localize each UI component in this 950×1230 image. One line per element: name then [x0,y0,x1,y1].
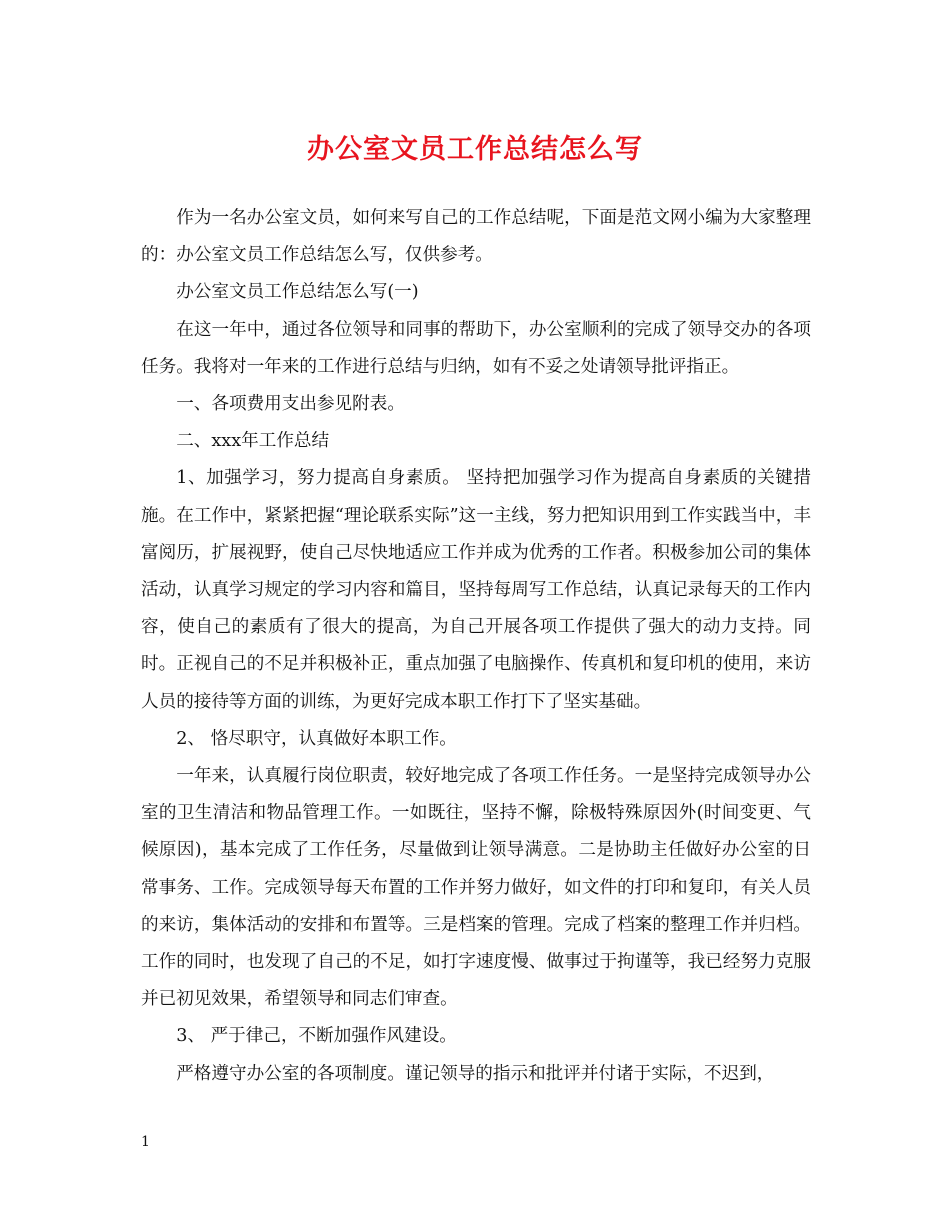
paragraph-item-two-body: 一年来，认真履行岗位职责，较好地完成了各项工作任务。一是坚持完成领导办公室的卫生清洁和物品管理工作。一如既往，坚持不懈，除极特殊原因外(时间变更、气候原因)，基本完成了工作任务，尽量做到让领导满意。二是协助主任做好办公室的日常事务、工作。完成领导每天布置的工作并努力做好，如文件的打印和复印，有关人员的来访，集体活动的安排和布置等。三是档案的管理。完成了档案的整理工作并归档。工作的同时，也发现了自己的不足，如打字速度慢、做事过于拘谨等，我已经努力克服并已初见效果，希望领导和同志们审查。 [141,766,811,1010]
paragraph-section-two: 二、xxx年工作总结 [176,431,330,452]
paragraph-subtitle: 办公室文员工作总结怎么写(一) [176,282,419,303]
document-body [141,200,811,1093]
paragraph-opening: 在这一年中，通过各位领导和同事的帮助下，办公室顺利的完成了领导交办的各项任务。我将对一年来的工作进行总结与归纳，如有不妥之处请领导批评指正。 [141,319,811,377]
document-title: 办公室文员工作总结怎么写 [307,134,643,165]
paragraph-item-three-heading: 3、 严于律己，不断加强作风建设。 [176,1026,457,1047]
paragraph-item-two-heading: 2、 恪尽职守，认真做好本职工作。 [176,728,457,749]
page-number: 1 [141,1134,150,1150]
paragraph-item-one: 1、加强学习，努力提高自身素质。 坚持把加强学习作为提高自身素质的关键措施。在工作中，紧紧把握“理论联系实际”这一主线，努力把知识用到工作实践当中，丰富阅历，扩展视野，使自己尽快地适应工作并成为优秀的工作者。积极参加公司的集体活动，认真学习规定的学习内容和篇目，坚持每周写工作总结，认真记录每天的工作内容，使自己的素质有了很大的提高，为自己开展各项工作提供了强大的动力支持。同时。正视自己的不足并积极补正，重点加强了电脑操作、传真机和复印机的使用，来访人员的接待等方面的训练，为更好完成本职工作打下了坚实基础。 [141,468,811,712]
paragraph-item-three-body: 严格遵守办公室的各项制度。谨记领导的指示和批评并付诸于实际，不迟到， [176,1063,775,1084]
paragraph-section-one: 一、各项费用支出参见附表。 [176,394,405,415]
paragraph-intro: 作为一名办公室文员，如何来写自己的工作总结呢，下面是范文网小编为大家整理的：办公室文员工作总结怎么写，仅供参考。 [141,208,811,266]
